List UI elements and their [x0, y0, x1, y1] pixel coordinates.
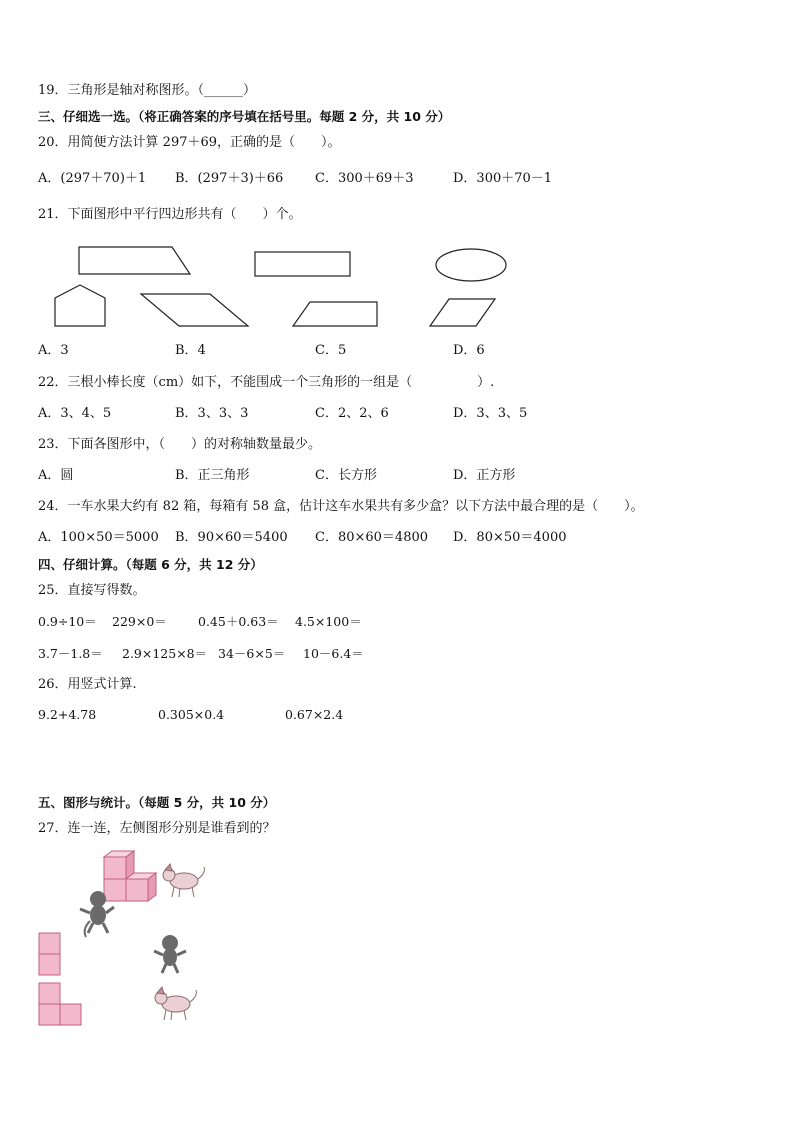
q22-option-b: B．3、3、3: [175, 406, 249, 421]
monkey-icon: [154, 935, 186, 973]
parallelogram-shape-2: [293, 302, 377, 326]
q23-option-a: A．圆: [38, 468, 74, 483]
q21-option-a: A．3: [38, 343, 69, 358]
dog-icon: [163, 864, 204, 897]
q20-option-d: D．300＋70－1: [453, 171, 553, 186]
question-23: 23．下面各图形中，（ ）的对称轴数量最少。: [38, 437, 322, 452]
q21-option-b: B．4: [175, 343, 206, 358]
question-24: 24．一车水果大约有 82 箱，每箱有 58 盒，估计这车水果共有多少盒？以下方法中最合理的是（ ）。: [38, 499, 644, 514]
trapezoid-shape: [79, 247, 190, 274]
pentagon-shape: [55, 285, 105, 326]
vertical-calc-item: 0.305×0.4: [158, 707, 225, 722]
calc-item: 3.7－1.8＝: [38, 646, 103, 661]
q21-shapes: [0, 240, 794, 340]
front-view-figure-1: [39, 933, 60, 975]
question-26: 26．用竖式计算.: [38, 677, 137, 692]
q23-option-b: B．正三角形: [175, 468, 250, 483]
calc-item: 34－6×5＝: [218, 646, 286, 661]
calc-item: 4.5×100＝: [295, 614, 362, 629]
rectangle-shape: [255, 252, 350, 276]
q24-option-b: B．90×60＝5400: [175, 530, 288, 545]
vertical-calc-item: 0.67×2.4: [285, 707, 344, 722]
question-20: 20．用简便方法计算 297＋69，正确的是（ ）。: [38, 135, 341, 150]
q20-option-b: B．(297＋3)＋66: [175, 171, 284, 186]
parallelogram-shape-3: [430, 299, 495, 326]
dog-icon: [155, 987, 196, 1020]
side-view-figure-2: [39, 983, 81, 1025]
calc-item: 0.9÷10＝: [38, 614, 97, 629]
q24-option-a: A．100×50＝5000: [38, 530, 159, 545]
q24-option-c: C．80×60＝4800: [315, 530, 429, 545]
q21-option-c: C．5: [315, 343, 347, 358]
question-25: 25．直接写得数。: [38, 583, 146, 598]
question-22: 22．三根小棒长度（cm）如下，不能围成一个三角形的一组是（ ）.: [38, 375, 495, 390]
parallelogram-shape-1: [141, 294, 248, 326]
section-3-heading: 三、仔细选一选。（将正确答案的序号填在括号里。每题 2 分，共 10 分）: [38, 109, 451, 124]
q21-option-d: D．6: [453, 343, 485, 358]
question-27: 27．连一连，左侧图形分别是谁看到的？: [38, 821, 276, 836]
vertical-calc-item: 9.2+4.78: [38, 707, 97, 722]
ellipse-shape: [436, 249, 506, 281]
q27-illustration: [30, 845, 290, 1045]
question-19: 19．三角形是轴对称图形。（______）: [38, 83, 257, 98]
q23-option-d: D．正方形: [453, 468, 516, 483]
cube-stack: [104, 851, 156, 901]
calc-item: 0.45＋0.63＝: [198, 614, 279, 629]
calc-item: 229×0＝: [112, 614, 167, 629]
q22-option-d: D．3、3、5: [453, 406, 528, 421]
q20-option-a: A．(297＋70)＋1: [38, 171, 147, 186]
q23-option-c: C．长方形: [315, 468, 377, 483]
section-4-heading: 四、仔细计算。（每题 6 分，共 12 分）: [38, 557, 263, 572]
q20-option-c: C．300＋69＋3: [315, 171, 414, 186]
calc-item: 10－6.4＝: [303, 646, 364, 661]
calc-item: 2.9×125×8＝: [122, 646, 208, 661]
q22-option-a: A．3、4、5: [38, 406, 112, 421]
q22-option-c: C．2、2、6: [315, 406, 389, 421]
q24-option-d: D．80×50＝4000: [453, 530, 567, 545]
question-21: 21．下面图形中平行四边形共有（ ）个。: [38, 207, 302, 222]
section-5-heading: 五、图形与统计。（每题 5 分，共 10 分）: [38, 795, 276, 810]
